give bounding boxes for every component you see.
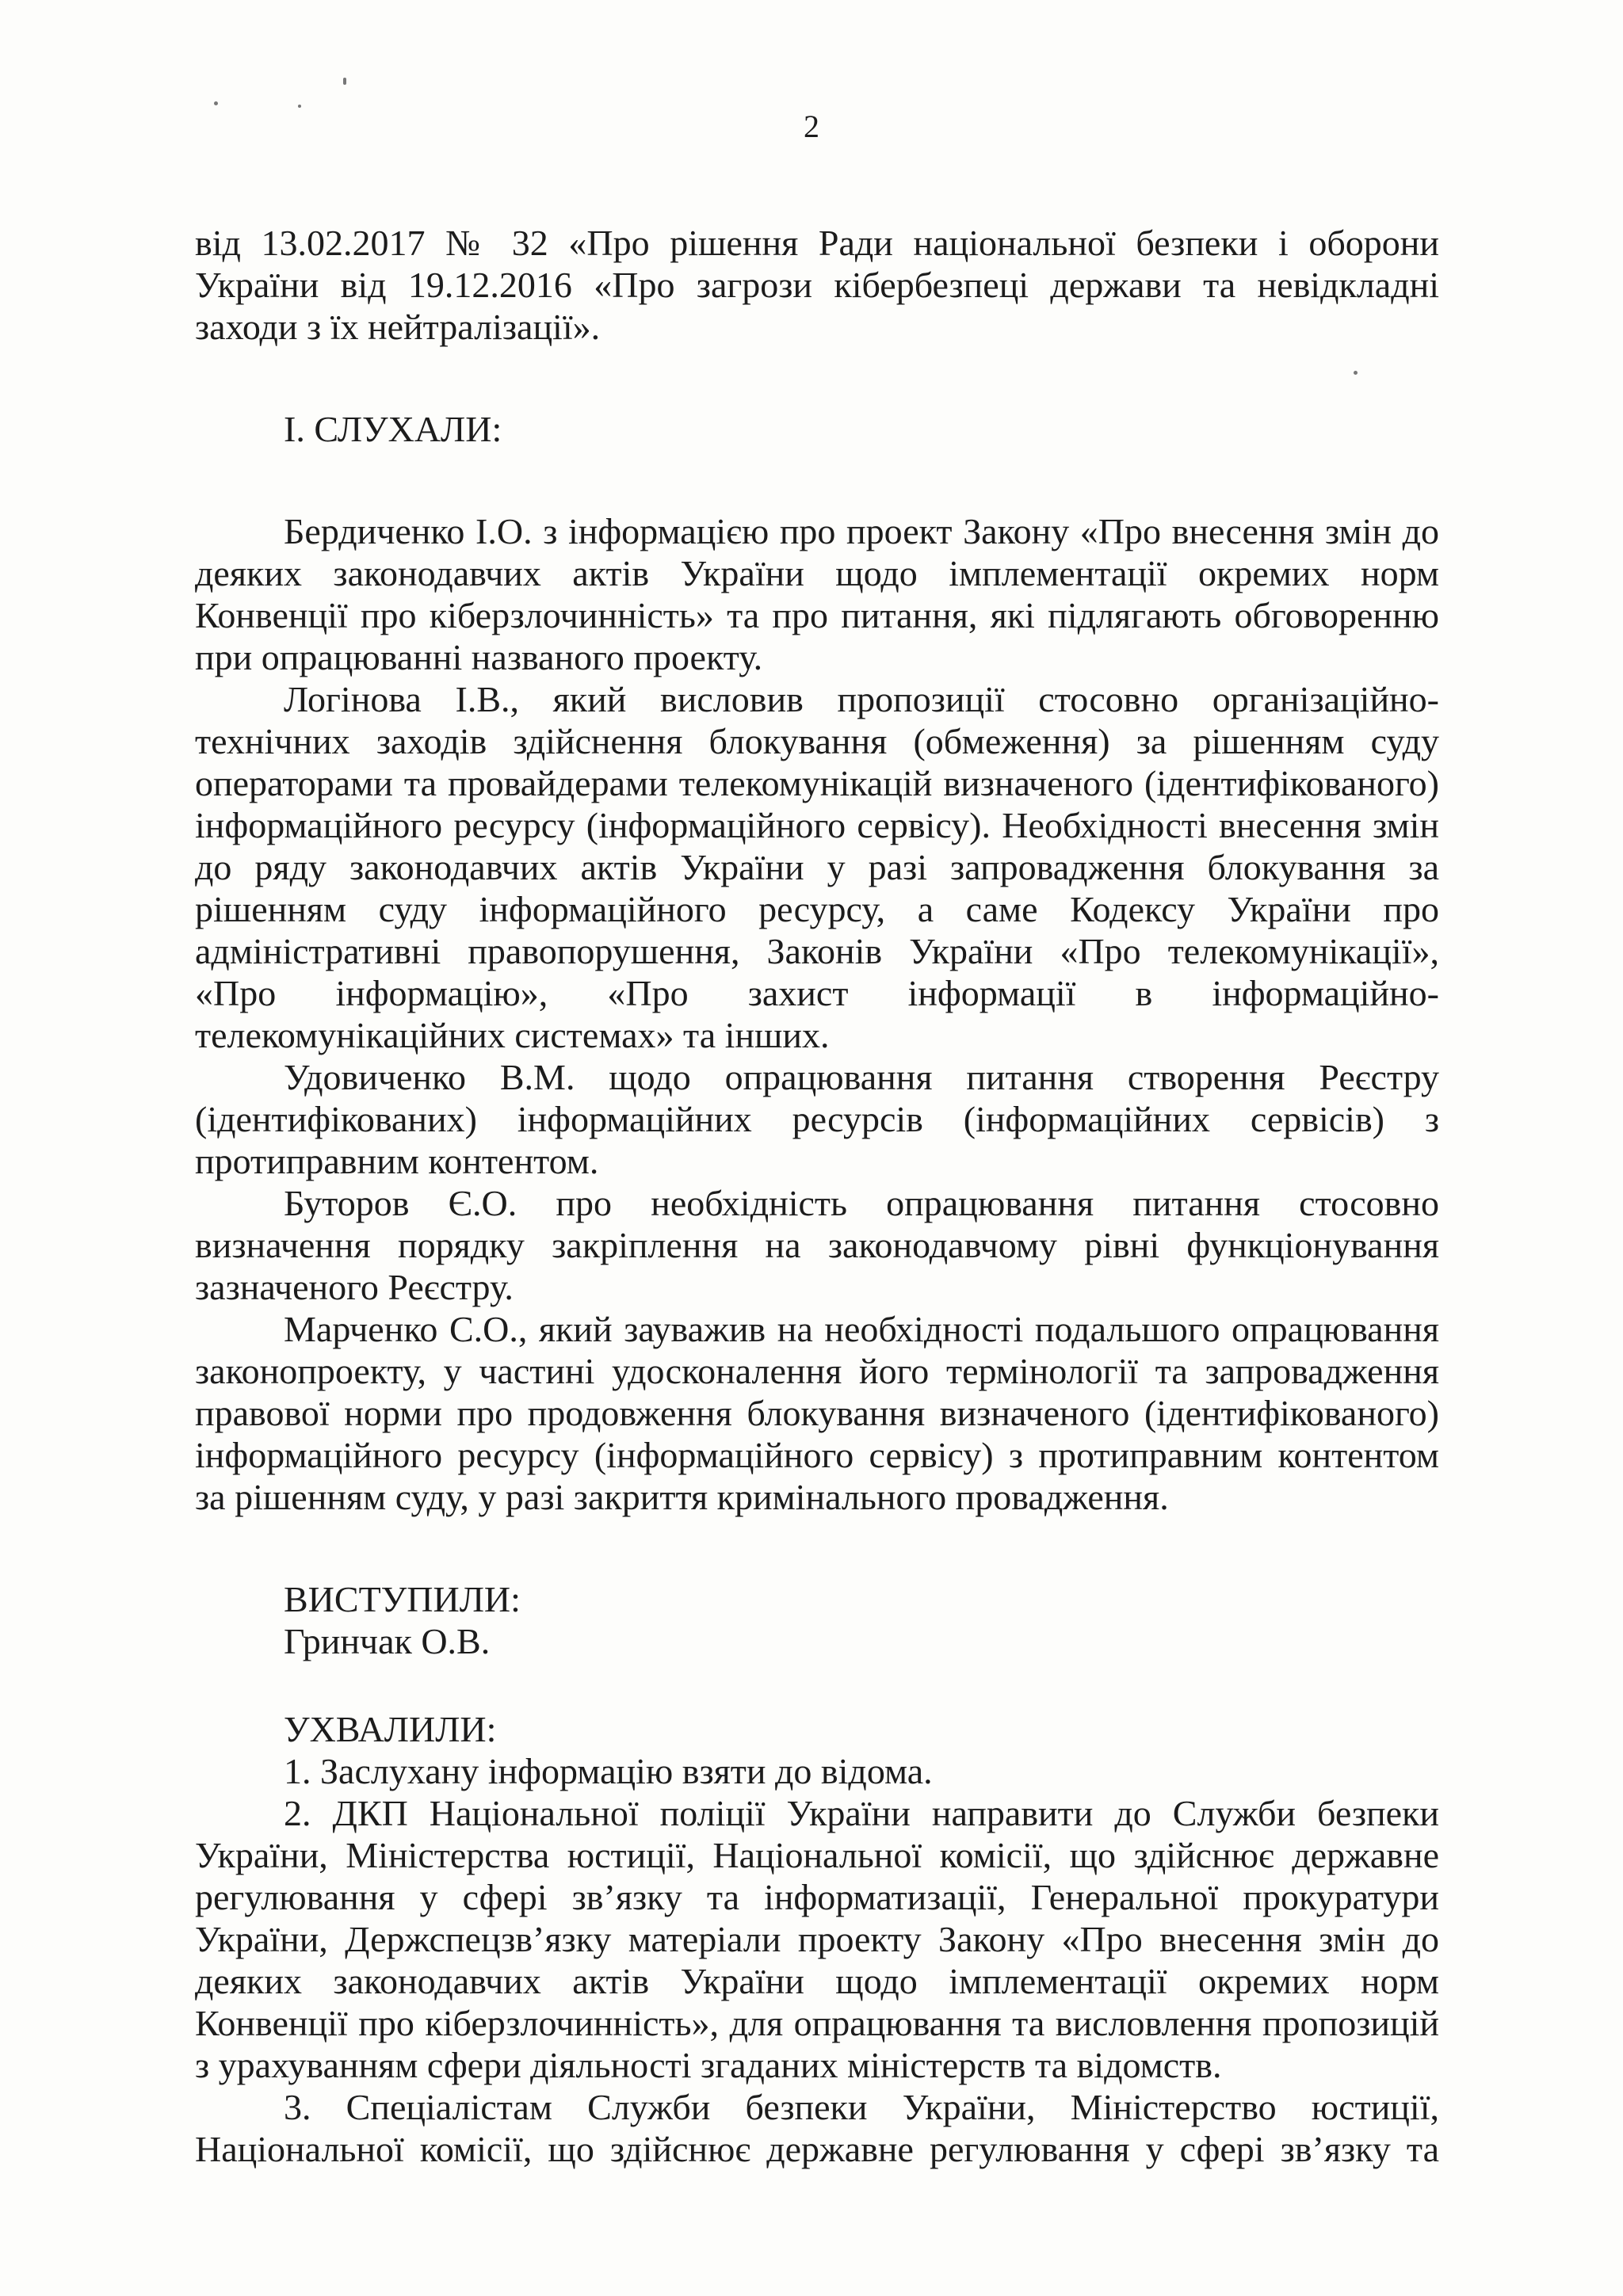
page-number: 2 — [804, 109, 819, 144]
scan-speck — [298, 105, 301, 108]
spoke-heading: ВИСТУПИЛИ: — [284, 1579, 521, 1619]
resolved-heading: УХВАЛИЛИ: — [284, 1709, 497, 1749]
spacer — [195, 348, 1439, 408]
heard-paragraph: Удовиченко В.М. щодо опрацювання питання створення Реєстру (ідентифікованих) інформаційних ресурсів (інформаційних сервісів) з протиправним контентом. — [195, 1057, 1439, 1181]
resolved-item: 1. Заслухану інформацію взяти до відома. — [284, 1751, 933, 1791]
heard-paragraph: Логінова І.В., який висловив пропозиції стосовно організаційно-технічних заходів здійснення блокування (обмеження) за рішенням суду операторами та провайдерами телекомунікацій визначеного (ідентифікованого) інформаційного ресурсу (інформаційного сервісу). Необхідності внесення змін до ряду законодавчих актів України у разі запровадження блокування за рішенням суду інформаційного ресурсу, а саме Кодексу України про адміністративні правопорушення, Законів України «Про телекомунікації», «Про інформацію», «Про захист інформації в інформаційно-телекомунікаційних системах» та інших. — [195, 679, 1439, 1055]
spacer — [195, 450, 1439, 510]
scan-speck — [214, 101, 218, 105]
spoke-name: Гринчак О.В. — [284, 1621, 491, 1661]
resolved-item: 3. Спеціалістам Служби безпеки України, Міністерство юстиції, Національної комісії, що здійснює державне регулювання у сфері зв’язку та — [195, 2087, 1439, 2169]
intro-paragraph: від 13.02.2017 № 32 «Про рішення Ради національної безпеки і оборони України від 19.12.2016 «Про загрози кібербезпеці держави та невідкладні заходи з їх нейтралізації». — [195, 223, 1439, 347]
heard-paragraph: Бердиченко І.О. з інформацією про проект Закону «Про внесення змін до деяких законодавчих актів України щодо імплементації окремих норм Конвенції про кіберзлочинність» та про питання, які підлягають обговоренню при опрацюванні названого проекту. — [195, 511, 1439, 677]
spacer — [195, 1662, 1439, 1708]
scan-speck — [343, 78, 346, 85]
heard-paragraph: Буторов Є.О. про необхідність опрацювання питання стосовно визначення порядку закріплення на законодавчому рівні функціонування зазначеного Реєстру. — [195, 1183, 1439, 1307]
spacer — [195, 1518, 1439, 1578]
document-body — [195, 222, 1439, 2170]
heard-paragraph: Марченко С.О., який зауважив на необхідності подальшого опрацювання законопроекту, у частині удосконалення його термінології та запровадження правової норми про продовження блокування визначеного (ідентифікованого) інформаційного ресурсу (інформаційного сервісу) з протиправним контентом за рішенням суду, у разі закриття кримінального провадження. — [195, 1309, 1439, 1517]
heard-heading: I. СЛУХАЛИ: — [284, 409, 502, 449]
resolved-item: 2. ДКП Національної поліції України направити до Служби безпеки України, Міністерства юстиції, Національної комісії, що здійснює державне регулювання у сфері зв’язку та інформатизації, Генеральної прокуратури України, Держспецзв’язку матеріали проекту Закону «Про внесення змін до деяких законодавчих актів України щодо імплементації окремих норм Конвенції про кіберзлочинність», для опрацювання та висловлення пропозицій з урахуванням сфери діяльності згаданих міністерств та відомств. — [195, 1793, 1439, 2085]
